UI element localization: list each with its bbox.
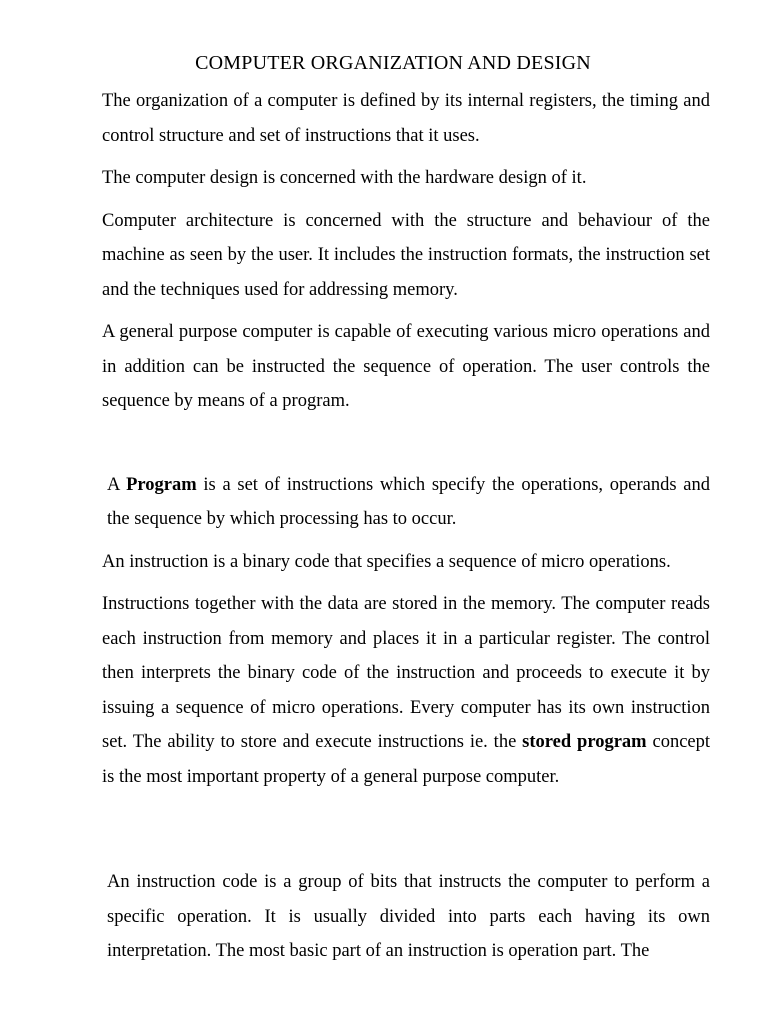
paragraph-architecture: Computer architecture is concerned with the structure and behaviour of the machine as seen by the user. It includes the instruction formats, the instruction set and the techniques used for addressing memory. [102, 210, 710, 300]
paragraph-organization: The organization of a computer is defined by its internal registers, the timing and control structure and set of instructions that it uses. [102, 91, 710, 146]
paragraph-general-purpose: A general purpose computer is capable of executing various micro operations and in addition can be instructed the sequence of operation. The user controls the sequence by means of a program. [102, 322, 710, 411]
page-title: COMPUTER ORGANIZATION AND DESIGN [195, 52, 591, 74]
stored-program-lead-text: Instructions together with the data are stored in the memory. The computer reads each instruction from memory and places it in a particular register. The control then interprets the binary code of the instruction and proceeds to execute it by issuing a sequence of micro operations. Every computer has its own instruction set. The ability to store and execute instructions ie. the [102, 594, 710, 752]
program-rest-text: is a set of instructions which specify the operations, operands and the sequence by which processing has to occur. [107, 474, 710, 529]
stored-program-rest-text: concept is the most important property of a general purpose computer. [102, 732, 711, 787]
paragraph-program-definition [102, 468, 710, 537]
program-lead-text: A [107, 474, 127, 495]
program-term: Program [126, 474, 197, 495]
stored-program-term: stored program [522, 732, 647, 752]
paragraph-design: The computer design is concerned with the hardware design of it. [102, 168, 587, 188]
paragraph-stored-program [102, 587, 710, 794]
paragraph-instruction-definition: An instruction is a binary code that specifies a sequence of micro operations. [102, 551, 671, 572]
paragraph-instruction-code: An instruction code is a group of bits that instructs the computer to perform a specific operation. It is usually divided into parts each having its own interpretation. The most basic part of an instruction is operation part. The [107, 872, 710, 961]
document-body [102, 48, 710, 977]
